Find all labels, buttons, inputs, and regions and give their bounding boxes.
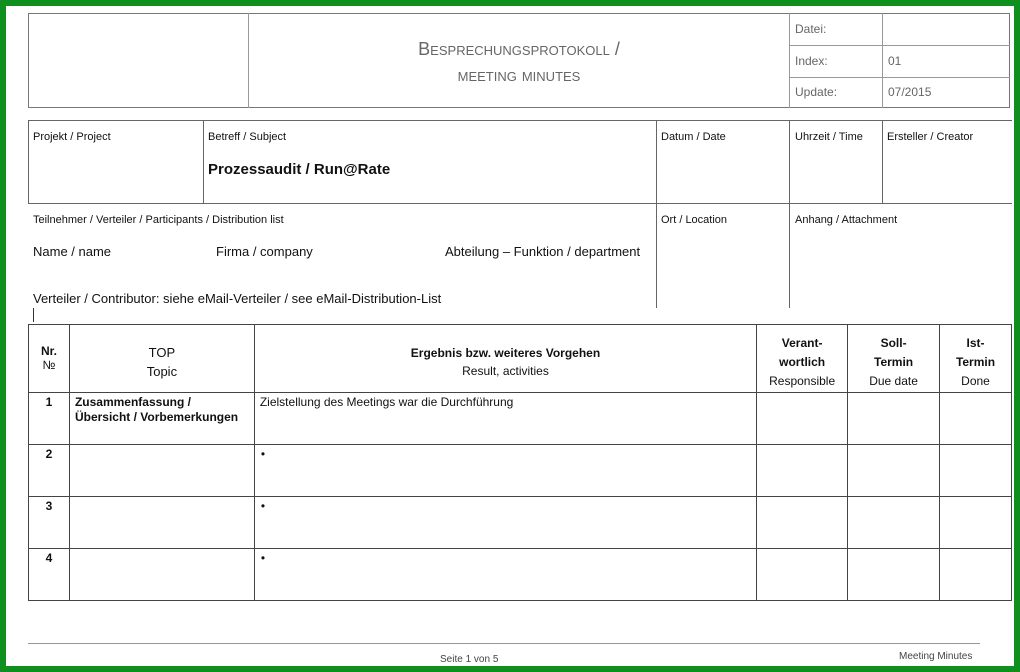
name-column-label: Name / name xyxy=(33,244,112,259)
title-line-2: meeting minutes xyxy=(457,65,581,85)
row-nr: 2 xyxy=(29,445,70,497)
footer-divider xyxy=(28,643,980,644)
project-label: Projekt / Project xyxy=(33,131,111,143)
row-responsible[interactable] xyxy=(757,549,848,601)
row-result[interactable]: • xyxy=(254,549,756,601)
row-result[interactable]: Zielstellung des Meetings war die Durchführung xyxy=(254,393,756,445)
row-topic[interactable] xyxy=(69,549,254,601)
subject-label: Betreff / Subject xyxy=(208,131,287,143)
location-label: Ort / Location xyxy=(661,214,728,226)
department-column-label: Abteilung – Funktion / department xyxy=(445,244,641,259)
header-nr: Nr. № xyxy=(29,325,70,393)
table-row[interactable] xyxy=(29,497,1012,549)
minutes-table xyxy=(28,324,1012,601)
document-title xyxy=(249,36,789,88)
row-result[interactable]: • xyxy=(254,445,756,497)
creator-label: Ersteller / Creator xyxy=(887,131,974,143)
row-done[interactable] xyxy=(940,393,1012,445)
header-due-date: Soll- Termin Due date xyxy=(848,325,940,393)
row-done[interactable] xyxy=(940,445,1012,497)
row-topic[interactable] xyxy=(69,445,254,497)
meta-value-index[interactable]: 01 xyxy=(888,54,902,68)
table-header-row xyxy=(29,325,1012,393)
row-nr: 1 xyxy=(29,393,70,445)
row-responsible[interactable] xyxy=(757,497,848,549)
row-done[interactable] xyxy=(940,497,1012,549)
header-done: Ist- Termin Done xyxy=(940,325,1012,393)
meta-label-index: Index: xyxy=(795,54,828,68)
row-nr: 4 xyxy=(29,549,70,601)
row-done[interactable] xyxy=(940,549,1012,601)
participants-label: Teilnehmer / Verteiler / Participants / Distribution list xyxy=(33,214,284,226)
distribution-text: Verteiler / Contributor: siehe eMail-Verteiler / see eMail-Distribution-List xyxy=(33,291,442,306)
row-due-date[interactable] xyxy=(848,393,940,445)
header-topic: TOP Topic xyxy=(69,325,254,393)
page-number: Seite 1 von 5 xyxy=(440,654,499,665)
title-line-1: Besprechungsprotokoll / xyxy=(418,39,620,59)
attachment-label: Anhang / Attachment xyxy=(795,214,898,226)
header-responsible: Verant- wortlich Responsible xyxy=(757,325,848,393)
row-due-date[interactable] xyxy=(848,549,940,601)
subject-value[interactable]: Prozessaudit / Run@Rate xyxy=(208,161,391,178)
row-due-date[interactable] xyxy=(848,445,940,497)
meta-value-update[interactable]: 07/2015 xyxy=(888,85,932,99)
row-topic[interactable]: Zusammenfassung / Übersicht / Vorbemerkungen xyxy=(69,393,254,445)
company-column-label: Firma / company xyxy=(216,244,313,259)
meta-label-file: Datei: xyxy=(795,22,827,36)
footer-doc-name: Meeting Minutes xyxy=(899,651,973,662)
row-topic[interactable] xyxy=(69,497,254,549)
time-label: Uhrzeit / Time xyxy=(795,131,863,143)
meta-label-update: Update: xyxy=(795,85,838,99)
header-result: Ergebnis bzw. weiteres Vorgehen Result, activities xyxy=(254,325,756,393)
row-responsible[interactable] xyxy=(757,445,848,497)
row-due-date[interactable] xyxy=(848,497,940,549)
row-nr: 3 xyxy=(29,497,70,549)
date-label: Datum / Date xyxy=(661,131,726,143)
table-row[interactable] xyxy=(29,445,1012,497)
table-row[interactable] xyxy=(29,393,1012,445)
row-responsible[interactable] xyxy=(757,393,848,445)
table-row[interactable] xyxy=(29,549,1012,601)
row-result[interactable]: • xyxy=(254,497,756,549)
